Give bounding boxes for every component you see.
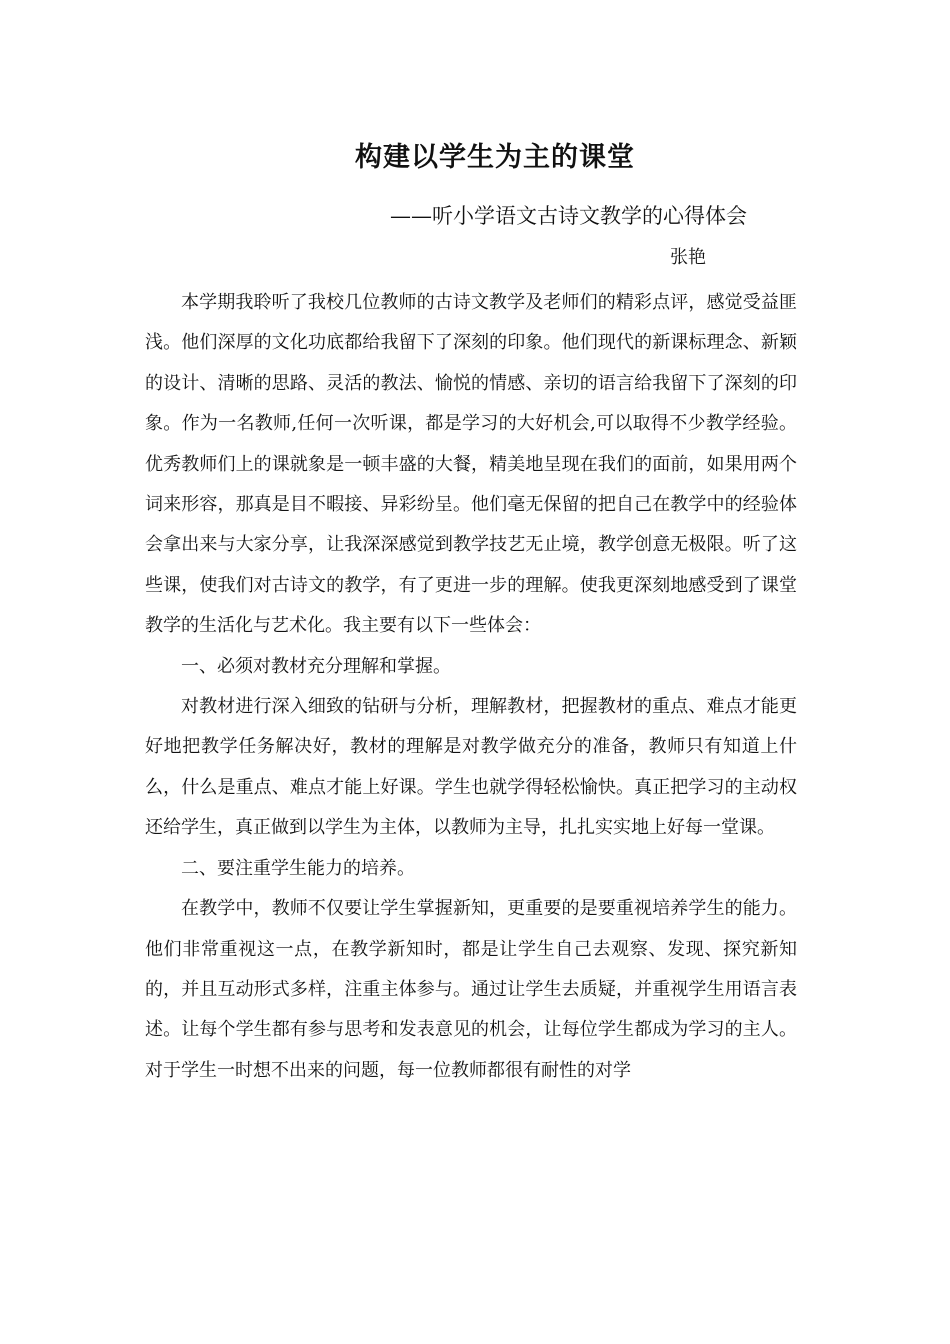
document-title: 构建以学生为主的课堂 <box>355 142 635 173</box>
author-name: 张艳 <box>670 247 706 268</box>
section-heading-2: 二、要注重学生能力的培养。 <box>181 857 415 879</box>
document-body <box>145 283 797 1091</box>
section-heading-1: 一、必须对教材充分理解和掌握。 <box>181 655 451 677</box>
paragraph-section-1: 对教材进行深入细致的钻研与分析，理解教材，把握教材的重点、难点才能更好地把教学任务解决好，教材的理解是对教学做充分的准备，教师只有知道上什么，什么是重点、难点才能上好课。学生也就学得轻松愉快。真正把学习的主动权还给学生，真正做到以学生为主体，以教师为主导，扎扎实实地上好每一堂课。 <box>145 696 797 839</box>
paragraph-section-2: 在教学中，教师不仅要让学生掌握新知，更重要的是要重视培养学生的能力。他们非常重视这一点，在教学新知时，都是让学生自己去观察、发现、探究新知的，并且互动形式多样，注重主体参与。通过让学生去质疑，并重视学生用语言表述。让每个学生都有参与思考和发表意见的机会，让每位学生都成为学习的主人。对于学生一时想不出来的问题，每一位教师都很有耐性的对学 <box>145 898 797 1081</box>
document-subtitle: ——听小学语文古诗文教学的心得体会 <box>390 204 747 228</box>
paragraph-intro: 本学期我聆听了我校几位教师的古诗文教学及老师们的精彩点评，感觉受益匪浅。他们深厚的文化功底都给我留下了深刻的印象。他们现代的新课标理念、新颖的设计、清晰的思路、灵活的教法、愉悦的情感、亲切的语言给我留下了深刻的印象。作为一名教师,任何一次听课，都是学习的大好机会,可以取得不少教学经验。优秀教师们上的课就象是一顿丰盛的大餐，精美地呈现在我们的面前，如果用两个词来形容，那真是目不暇接、异彩纷呈。他们毫无保留的把自己在教学中的经验体会拿出来与大家分享，让我深深感觉到教学技艺无止境，教学创意无极限。听了这些课，使我们对古诗文的教学，有了更进一步的理解。使我更深刻地感受到了课堂教学的生活化与艺术化。我主要有以下一些体会： <box>145 292 797 637</box>
